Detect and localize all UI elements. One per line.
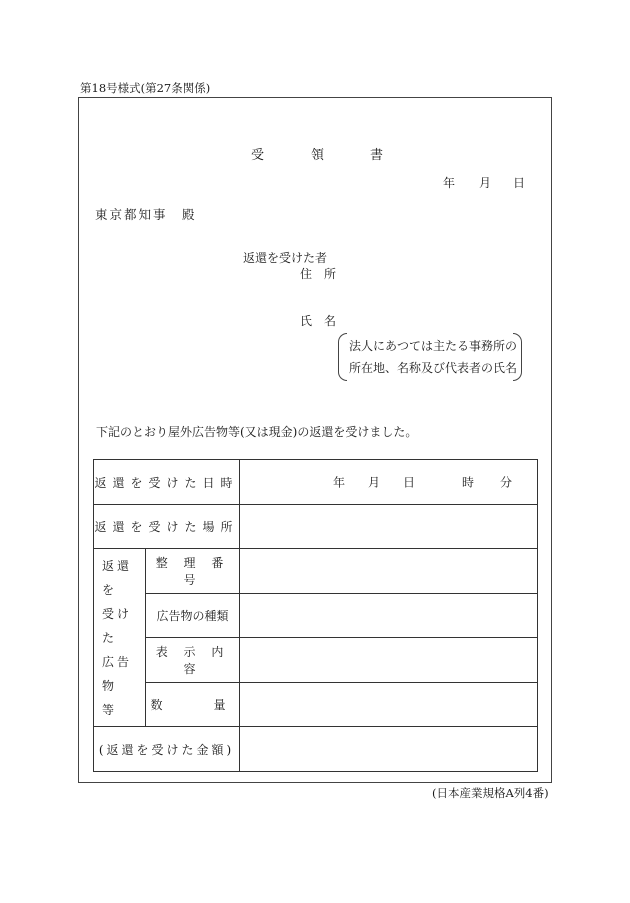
ad-type-value-cell[interactable]	[240, 594, 538, 638]
statement: 下記のとおり屋外広告物等(又は現金)の返還を受けました。	[96, 425, 418, 439]
title-char-2: 領	[311, 148, 325, 163]
datetime-hour-unit: 時	[462, 475, 475, 490]
quantity-label-cell	[146, 683, 240, 727]
receipt-table	[93, 459, 538, 772]
form-number: 第18号様式(第27条関係)	[80, 81, 211, 95]
address-label: 住 所	[300, 267, 337, 281]
table-row	[94, 549, 538, 594]
corporate-note	[338, 333, 522, 381]
place-label-cell	[94, 505, 240, 549]
table-row-amount	[94, 727, 538, 772]
quantity-value-cell[interactable]	[240, 683, 538, 727]
name-label: 氏 名	[300, 314, 337, 328]
left-bracket	[338, 333, 347, 381]
returned-items-group-cell	[94, 549, 146, 727]
table-row-datetime	[94, 460, 538, 505]
display-content-label: 表 示 内 容	[155, 645, 230, 676]
date-month-unit: 月	[479, 176, 492, 190]
place-value-cell[interactable]	[240, 505, 538, 549]
datetime-minute-unit: 分	[500, 475, 513, 490]
place-label: 返還を受けた場所	[94, 520, 239, 534]
amount-label: (返還を受けた金額)	[98, 742, 235, 757]
title-char-3: 書	[370, 148, 384, 163]
ad-type-label-cell	[146, 594, 240, 638]
table-row-place	[94, 505, 538, 549]
datetime-month-unit: 月	[368, 475, 381, 490]
reference-number-value-cell[interactable]	[240, 549, 538, 594]
table-row	[94, 638, 538, 683]
display-content-value-cell[interactable]	[240, 638, 538, 683]
quantity-label: 数 量	[150, 698, 235, 712]
datetime-year-unit: 年	[333, 475, 346, 490]
reference-number-label-cell	[146, 549, 240, 594]
amount-label-cell	[94, 727, 240, 772]
group-label-line-4: 等	[102, 702, 118, 717]
datetime-day-unit: 日	[403, 475, 416, 490]
datetime-value-cell[interactable]	[240, 460, 538, 505]
reference-number-label: 整 理 番 号	[155, 556, 230, 587]
title-char-1: 受	[251, 148, 265, 163]
display-content-label-cell	[146, 638, 240, 683]
corporate-note-line-1: 法人にあつては主たる事務所の	[349, 339, 518, 353]
paper-spec: (日本産業規格A列4番)	[432, 786, 549, 800]
table-row	[94, 683, 538, 727]
group-label-line-3: 広告物	[102, 654, 133, 693]
amount-value-cell[interactable]	[240, 727, 538, 772]
table-row	[94, 594, 538, 638]
group-label-line-1: 返還を	[102, 558, 133, 597]
right-bracket	[513, 333, 522, 381]
addressee: 東京都知事 殿	[95, 207, 197, 222]
corporate-note-line-2: 所在地、名称及び代表者の氏名	[349, 361, 518, 375]
returnee-heading: 返還を受けた者	[243, 251, 328, 265]
group-label-line-2: 受けた	[102, 606, 133, 645]
date-year-unit: 年	[443, 176, 456, 190]
ad-type-label: 広告物の種類	[156, 609, 229, 623]
date-day-unit: 日	[513, 176, 526, 190]
datetime-label-cell	[94, 460, 240, 505]
datetime-label: 返還を受けた日時	[94, 475, 239, 490]
